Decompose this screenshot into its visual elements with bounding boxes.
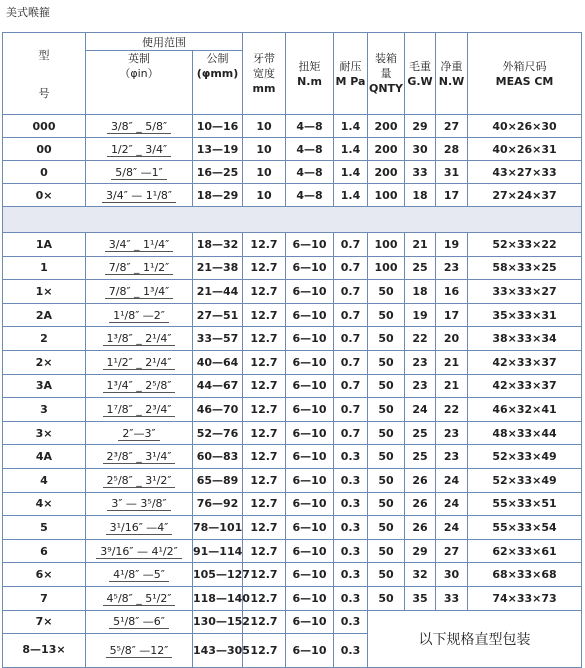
cell-band-width: 12.7 [243,233,286,257]
cell-band-width: 12.7 [243,539,286,563]
cell-band-width: 12.7 [243,327,286,351]
cell-measurement: 52×33×49 [468,445,582,469]
cell-imperial [86,468,193,492]
cell-measurement: 68×33×68 [468,563,582,587]
cell-imperial [86,633,193,667]
table-row [3,586,582,610]
cell-metric: 27—51 [193,303,243,327]
cell-metric: 78—101 [193,516,243,540]
cell-gross-weight: 22 [405,327,436,351]
cell-imperial-value: 1¹/8″ —2″ [109,309,169,323]
cell-imperial [86,327,193,351]
cell-measurement: 58×33×25 [468,256,582,280]
cell-imperial-value: 3⁹/16″ — 4¹/2″ [96,545,181,559]
cell-gross-weight: 21 [405,233,436,257]
cell-band-width: 12.7 [243,303,286,327]
cell-model: 4× [3,492,86,516]
cell-gross-weight: 25 [405,445,436,469]
header-metric: 公制 (φmm) [193,51,243,115]
cell-model: 0 [3,161,86,184]
cell-model: 5 [3,516,86,540]
cell-metric: 21—44 [193,280,243,304]
cell-imperial [86,421,193,445]
cell-gross-weight: 30 [405,138,436,161]
cell-imperial [86,115,193,138]
cell-quantity: 50 [368,492,405,516]
cell-pressure: 0.7 [334,350,368,374]
cell-metric: 118—140 [193,586,243,610]
cell-net-weight: 24 [436,468,468,492]
cell-pressure: 0.3 [334,586,368,610]
table-row [3,398,582,422]
cell-quantity: 50 [368,280,405,304]
header-gross: 毛重 G.W [405,33,436,115]
cell-imperial-value: 5/8″ —1″ [111,166,166,180]
cell-imperial-value: 7/8″ _ 1¹/2″ [105,261,174,275]
cell-metric: 13—19 [193,138,243,161]
cell-band-width: 12.7 [243,516,286,540]
cell-net-weight: 21 [436,350,468,374]
cell-model: 3 [3,398,86,422]
cell-metric: 65—89 [193,468,243,492]
table-row [3,374,582,398]
cell-gross-weight: 32 [405,563,436,587]
cell-imperial [86,445,193,469]
cell-imperial-value: 1/2″ _ 3/4″ [107,143,171,157]
cell-quantity: 50 [368,398,405,422]
cell-model: 4A [3,445,86,469]
cell-imperial [86,303,193,327]
cell-quantity: 100 [368,256,405,280]
cell-band-width: 10 [243,184,286,207]
cell-quantity: 50 [368,327,405,351]
cell-quantity: 50 [368,586,405,610]
cell-pressure: 0.7 [334,398,368,422]
cell-imperial [86,539,193,563]
cell-pressure: 0.3 [334,445,368,469]
cell-band-width: 12.7 [243,374,286,398]
cell-metric: 18—29 [193,184,243,207]
cell-imperial [86,280,193,304]
cell-measurement: 40×26×30 [468,115,582,138]
cell-imperial-value: 1³/4″ _ 2⁵/8″ [103,379,176,393]
cell-model: 4 [3,468,86,492]
cell-imperial [86,161,193,184]
cell-quantity: 200 [368,161,405,184]
cell-gross-weight: 25 [405,256,436,280]
cell-imperial-value: 4⁵/8″ _ 5¹/2″ [103,592,176,606]
cell-model: 2 [3,327,86,351]
cell-model: 8—13× [3,633,86,667]
cell-quantity: 50 [368,350,405,374]
cell-torque: 6—10 [286,350,334,374]
cell-torque: 4—8 [286,161,334,184]
cell-imperial-value: 3″ — 3⁵/8″ [107,497,170,511]
cell-measurement: 74×33×73 [468,586,582,610]
cell-measurement: 27×24×37 [468,184,582,207]
cell-net-weight: 24 [436,492,468,516]
header-torque: 扭矩 N.m [286,33,334,115]
cell-band-width: 10 [243,161,286,184]
table-row [3,184,582,207]
cell-metric: 76—92 [193,492,243,516]
cell-torque: 6—10 [286,492,334,516]
cell-measurement: 33×33×27 [468,280,582,304]
table-row [3,233,582,257]
cell-torque: 6—10 [286,280,334,304]
cell-torque: 6—10 [286,516,334,540]
header-pressure: 耐压 M Pa [334,33,368,115]
cell-imperial [86,492,193,516]
cell-torque: 6—10 [286,586,334,610]
table-row [3,563,582,587]
cell-pressure: 0.7 [334,303,368,327]
cell-band-width: 10 [243,115,286,138]
cell-torque: 6—10 [286,610,334,633]
separator-row [3,207,582,233]
cell-measurement: 35×33×31 [468,303,582,327]
cell-quantity: 50 [368,539,405,563]
cell-gross-weight: 25 [405,421,436,445]
table-row [3,115,582,138]
cell-model: 7 [3,586,86,610]
cell-measurement: 38×33×34 [468,327,582,351]
cell-band-width: 12.7 [243,350,286,374]
table-row [3,256,582,280]
table-row [3,280,582,304]
cell-model: 3A [3,374,86,398]
cell-pressure: 0.7 [334,374,368,398]
cell-band-width: 12.7 [243,610,286,633]
cell-quantity: 50 [368,468,405,492]
cell-band-width: 12.7 [243,586,286,610]
cell-model: 1A [3,233,86,257]
cell-pressure: 0.3 [334,610,368,633]
cell-band-width: 12.7 [243,421,286,445]
cell-torque: 6—10 [286,256,334,280]
table-row [3,610,582,633]
cell-quantity: 100 [368,184,405,207]
header-qty: 装箱量 QNTY [368,33,405,115]
cell-quantity: 200 [368,115,405,138]
table-row [3,445,582,469]
cell-net-weight: 28 [436,138,468,161]
cell-quantity: 200 [368,138,405,161]
table-row [3,161,582,184]
cell-metric: 130—152 [193,610,243,633]
table-row [3,303,582,327]
cell-metric: 33—57 [193,327,243,351]
cell-torque: 4—8 [286,115,334,138]
cell-model: 3× [3,421,86,445]
table-row [3,327,582,351]
cell-metric: 18—32 [193,233,243,257]
cell-gross-weight: 29 [405,539,436,563]
cell-net-weight: 23 [436,421,468,445]
table-row [3,421,582,445]
separator-cell [3,207,582,233]
table-row [3,138,582,161]
cell-net-weight: 24 [436,516,468,540]
cell-imperial-value: 2⁵/8″ _ 3¹/2″ [103,474,176,488]
cell-torque: 6—10 [286,327,334,351]
cell-band-width: 12.7 [243,280,286,304]
header-band: 牙带宽度 mm [243,33,286,115]
cell-pressure: 1.4 [334,138,368,161]
cell-net-weight: 31 [436,161,468,184]
cell-measurement: 40×26×31 [468,138,582,161]
cell-gross-weight: 19 [405,303,436,327]
cell-quantity: 100 [368,233,405,257]
cell-quantity: 50 [368,516,405,540]
cell-imperial [86,610,193,633]
cell-metric: 60—83 [193,445,243,469]
cell-measurement: 42×33×37 [468,350,582,374]
cell-band-width: 12.7 [243,445,286,469]
cell-gross-weight: 35 [405,586,436,610]
cell-imperial-value: 3/4″ _ 1¹/4″ [105,238,174,252]
cell-model: 00 [3,138,86,161]
cell-pressure: 0.7 [334,256,368,280]
table-row [3,539,582,563]
cell-pressure: 0.7 [334,280,368,304]
cell-pressure: 0.3 [334,516,368,540]
cell-pressure: 1.4 [334,184,368,207]
cell-quantity: 50 [368,563,405,587]
cell-pressure: 0.7 [334,421,368,445]
cell-torque: 6—10 [286,633,334,667]
cell-imperial-value: 5¹/8″ —6″ [109,615,169,629]
cell-gross-weight: 24 [405,398,436,422]
cell-net-weight: 27 [436,115,468,138]
cell-metric: 46—70 [193,398,243,422]
cell-metric: 105—127 [193,563,243,587]
cell-model: 0× [3,184,86,207]
cell-imperial-value: 5⁵/8″ —12″ [106,644,173,658]
cell-metric: 16—25 [193,161,243,184]
cell-gross-weight: 33 [405,161,436,184]
cell-pressure: 0.3 [334,468,368,492]
cell-imperial [86,374,193,398]
cell-metric: 52—76 [193,421,243,445]
cell-torque: 4—8 [286,184,334,207]
cell-net-weight: 19 [436,233,468,257]
cell-torque: 6—10 [286,445,334,469]
table-row [3,516,582,540]
cell-pressure: 0.3 [334,539,368,563]
cell-imperial [86,398,193,422]
cell-band-width: 12.7 [243,398,286,422]
cell-net-weight: 30 [436,563,468,587]
cell-imperial-value: 3/8″ _ 5/8″ [107,120,171,134]
cell-model: 2× [3,350,86,374]
cell-metric: 10—16 [193,115,243,138]
cell-quantity: 50 [368,445,405,469]
cell-metric: 143—305 [193,633,243,667]
cell-pressure: 0.3 [334,633,368,667]
cell-measurement: 52×33×22 [468,233,582,257]
cell-model: 7× [3,610,86,633]
cell-measurement: 46×32×41 [468,398,582,422]
cell-torque: 6—10 [286,398,334,422]
header-range: 使用范围 [86,33,243,51]
cell-net-weight: 33 [436,586,468,610]
cell-imperial-value: 4¹/8″ —5″ [109,568,169,582]
cell-net-weight: 17 [436,184,468,207]
cell-imperial [86,138,193,161]
cell-gross-weight: 18 [405,184,436,207]
cell-imperial [86,256,193,280]
cell-measurement: 42×33×37 [468,374,582,398]
cell-torque: 6—10 [286,563,334,587]
cell-torque: 6—10 [286,421,334,445]
cell-imperial [86,563,193,587]
cell-model: 1× [3,280,86,304]
cell-quantity: 50 [368,303,405,327]
header-type: 型 号 [3,33,86,115]
cell-imperial [86,184,193,207]
cell-measurement: 55×33×54 [468,516,582,540]
page-title: 美式喉箍 [6,6,50,19]
cell-torque: 6—10 [286,233,334,257]
cell-imperial [86,350,193,374]
cell-net-weight: 23 [436,445,468,469]
header-imperial: 英制 （φin） [86,51,193,115]
table-row [3,468,582,492]
cell-pressure: 0.3 [334,492,368,516]
header-net: 净重 N.W [436,33,468,115]
cell-torque: 6—10 [286,539,334,563]
cell-net-weight: 16 [436,280,468,304]
cell-gross-weight: 23 [405,374,436,398]
cell-imperial-value: 3/4″ — 1¹/8″ [102,189,176,203]
cell-band-width: 12.7 [243,468,286,492]
cell-imperial [86,516,193,540]
cell-metric: 44—67 [193,374,243,398]
cell-torque: 4—8 [286,138,334,161]
cell-gross-weight: 26 [405,516,436,540]
header-meas: 外箱尺码 MEAS CM [468,33,582,115]
cell-torque: 6—10 [286,468,334,492]
cell-net-weight: 17 [436,303,468,327]
cell-pressure: 0.7 [334,327,368,351]
cell-band-width: 12.7 [243,256,286,280]
cell-model: 000 [3,115,86,138]
packing-note: 以下规格直型包装 [368,610,582,667]
cell-imperial-value: 3¹/16″ —4″ [106,521,173,535]
cell-imperial [86,586,193,610]
cell-model: 1 [3,256,86,280]
cell-net-weight: 27 [436,539,468,563]
cell-imperial-value: 2³/8″ _ 3¹/4″ [103,450,176,464]
cell-torque: 6—10 [286,303,334,327]
cell-model: 2A [3,303,86,327]
cell-metric: 21—38 [193,256,243,280]
cell-measurement: 62×33×61 [468,539,582,563]
cell-measurement: 43×27×33 [468,161,582,184]
cell-pressure: 0.7 [334,233,368,257]
cell-imperial-value: 7/8″ _ 1³/4″ [105,285,174,299]
cell-gross-weight: 26 [405,468,436,492]
table-row [3,350,582,374]
cell-imperial [86,233,193,257]
cell-net-weight: 22 [436,398,468,422]
cell-model: 6 [3,539,86,563]
cell-quantity: 50 [368,374,405,398]
cell-net-weight: 20 [436,327,468,351]
cell-torque: 6—10 [286,374,334,398]
cell-measurement: 48×33×44 [468,421,582,445]
cell-gross-weight: 26 [405,492,436,516]
cell-gross-weight: 29 [405,115,436,138]
cell-pressure: 1.4 [334,115,368,138]
cell-imperial-value: 2″—3″ [118,427,159,441]
cell-net-weight: 23 [436,256,468,280]
cell-gross-weight: 23 [405,350,436,374]
cell-band-width: 12.7 [243,492,286,516]
cell-imperial-value: 1³/8″ _ 2¹/4″ [103,332,176,346]
cell-imperial-value: 1⁷/8″ _ 2³/4″ [103,403,176,417]
cell-band-width: 12.7 [243,633,286,667]
cell-measurement: 52×33×49 [468,468,582,492]
table-row [3,492,582,516]
cell-net-weight: 21 [436,374,468,398]
cell-model: 6× [3,563,86,587]
cell-pressure: 1.4 [334,161,368,184]
spec-table [2,32,582,668]
cell-band-width: 12.7 [243,563,286,587]
cell-band-width: 10 [243,138,286,161]
cell-pressure: 0.3 [334,563,368,587]
cell-measurement: 55×33×51 [468,492,582,516]
cell-imperial-value: 1¹/2″ _ 2¹/4″ [103,356,176,370]
cell-metric: 40—64 [193,350,243,374]
cell-gross-weight: 18 [405,280,436,304]
cell-quantity: 50 [368,421,405,445]
cell-metric: 91—114 [193,539,243,563]
